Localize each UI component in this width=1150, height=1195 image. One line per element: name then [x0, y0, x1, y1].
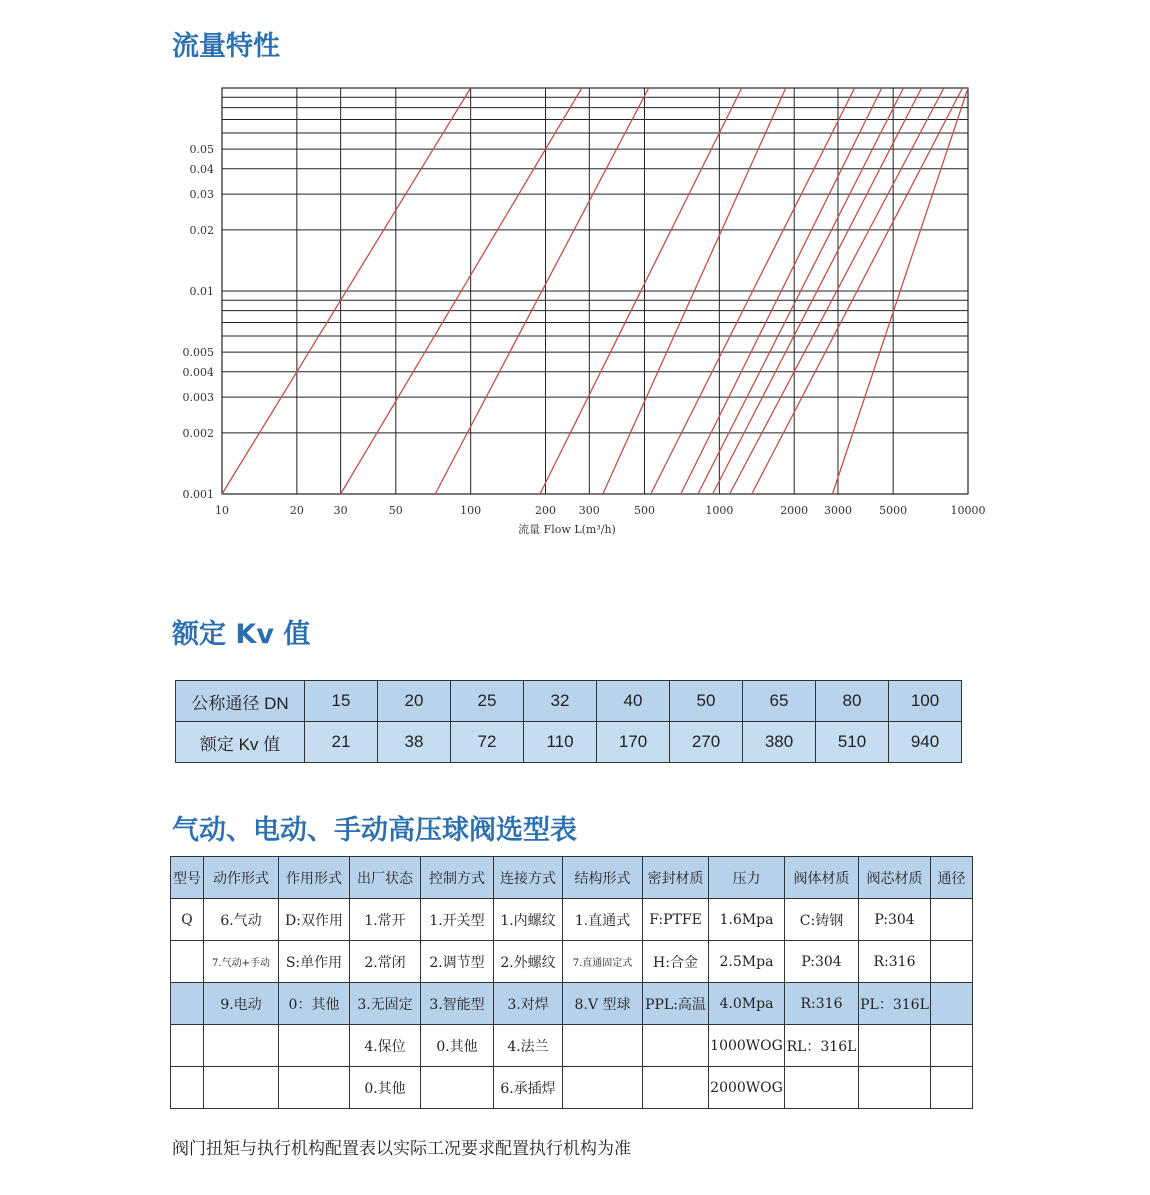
selection-header-row [171, 857, 973, 899]
x-tick-label: 200 [535, 504, 557, 517]
flow-characteristic-chart [0, 0, 1150, 560]
kv-cell: 510 [816, 722, 889, 763]
x-tick-label: 30 [333, 504, 348, 517]
footnote: 阀门扭矩与执行机构配置表以实际工况要求配置执行机构为准 [172, 1139, 631, 1159]
selection-cell: 4.法兰 [494, 1025, 563, 1067]
selection-cell [931, 941, 973, 983]
selection-cell [204, 1025, 279, 1067]
kv-cell: 20 [378, 681, 451, 722]
kv-section-title: 额定 Kv 值 [172, 619, 311, 650]
selection-cell: 1.内螺纹 [494, 899, 563, 941]
y-tick-label: 0.02 [189, 223, 214, 237]
selection-cell [785, 1067, 859, 1109]
chart-tick-labels [183, 143, 986, 517]
y-tick-label: 0.003 [182, 391, 214, 405]
selection-header-cell: 密封材质 [643, 857, 709, 899]
selection-row [171, 1025, 973, 1067]
selection-cell: PL：316L [859, 983, 931, 1025]
selection-cell: RL：316L [785, 1025, 859, 1067]
selection-cell: 4.保位 [350, 1025, 421, 1067]
y-tick-label: 0.005 [182, 346, 214, 360]
selection-cell [931, 1067, 973, 1109]
selection-header-cell: 出厂状态 [350, 857, 421, 899]
selection-cell: 3.无固定 [350, 983, 421, 1025]
selection-cell [563, 1067, 643, 1109]
selection-cell: 1.常开 [350, 899, 421, 941]
selection-cell: 6.气动 [204, 899, 279, 941]
kv-cell: 32 [524, 681, 597, 722]
kv-cell: 38 [378, 722, 451, 763]
kv-table-row [176, 722, 962, 763]
selection-cell: 4.0Mpa [709, 983, 785, 1025]
kv-cell: 100 [889, 681, 962, 722]
y-tick-label: 0.004 [182, 365, 214, 379]
x-tick-label: 10 [215, 504, 229, 517]
selection-header-cell: 动作形式 [204, 857, 279, 899]
x-tick-label: 3000 [823, 504, 852, 517]
selection-cell: 1.6Mpa [709, 899, 785, 941]
kv-cell: 40 [597, 681, 670, 722]
selection-cell: 2.常闭 [350, 941, 421, 983]
kv-row-header: 公称通径 DN [176, 681, 305, 722]
x-tick-label: 100 [460, 504, 482, 517]
x-tick-label: 20 [289, 504, 304, 517]
selection-cell: 0：其他 [279, 983, 350, 1025]
selection-header-cell: 型号 [171, 857, 204, 899]
selection-cell: 1000WOG [709, 1025, 785, 1067]
kv-cell: 65 [743, 681, 816, 722]
selection-cell [204, 1067, 279, 1109]
selection-cell: 7.气动+手动 [204, 941, 279, 983]
x-tick-label: 1000 [705, 504, 734, 517]
selection-cell: 2.调节型 [421, 941, 494, 983]
selection-cell: 6.承插焊 [494, 1067, 563, 1109]
selection-section-title: 气动、电动、手动高压球阀选型表 [172, 815, 577, 846]
x-tick-label: 2000 [780, 504, 809, 517]
kv-table-row [176, 681, 962, 722]
selection-table [170, 856, 973, 1109]
kv-cell: 110 [524, 722, 597, 763]
flow-characteristic-title: 流量特性 [172, 31, 280, 62]
selection-cell [563, 1025, 643, 1067]
y-tick-label: 0.03 [189, 188, 214, 202]
selection-cell: 1.直通式 [563, 899, 643, 941]
selection-header-cell: 阀体材质 [785, 857, 859, 899]
selection-cell: F:PTFE [643, 899, 709, 941]
selection-cell: S:单作用 [279, 941, 350, 983]
selection-row [171, 941, 973, 983]
y-tick-label: 0.01 [189, 285, 214, 298]
selection-cell [171, 1025, 204, 1067]
x-tick-label: 50 [388, 504, 403, 517]
selection-cell: 1.开关型 [421, 899, 494, 941]
x-tick-label: 5000 [879, 504, 908, 517]
selection-cell: PPL:高温 [643, 983, 709, 1025]
x-axis-label: 流量 Flow L(m³/h) [518, 523, 616, 536]
selection-cell: R:316 [859, 941, 931, 983]
selection-row [171, 1067, 973, 1109]
x-tick-label: 10000 [950, 504, 986, 517]
selection-cell: 3.智能型 [421, 983, 494, 1025]
kv-cell: 15 [305, 681, 378, 722]
selection-header-cell: 连接方式 [494, 857, 563, 899]
selection-cell [931, 983, 973, 1025]
selection-header-cell: 压力 [709, 857, 785, 899]
kv-cell: 170 [597, 722, 670, 763]
selection-row [171, 899, 973, 941]
kv-cell: 940 [889, 722, 962, 763]
kv-cell: 50 [670, 681, 743, 722]
selection-cell [643, 1067, 709, 1109]
selection-cell [171, 941, 204, 983]
kv-table [175, 680, 962, 763]
selection-cell: 0.其他 [421, 1025, 494, 1067]
selection-cell: P:304 [785, 941, 859, 983]
selection-cell: 9.电动 [204, 983, 279, 1025]
x-tick-label: 300 [578, 504, 600, 517]
y-tick-label: 0.05 [189, 143, 214, 157]
selection-cell: 2.外螺纹 [494, 941, 563, 983]
selection-header-cell: 作用形式 [279, 857, 350, 899]
selection-cell [931, 1025, 973, 1067]
selection-cell: R:316 [785, 983, 859, 1025]
selection-cell: H:合金 [643, 941, 709, 983]
kv-cell: 72 [451, 722, 524, 763]
selection-cell: 8.V 型球 [563, 983, 643, 1025]
y-tick-label: 0.04 [189, 162, 214, 176]
selection-cell [421, 1067, 494, 1109]
kv-row-header: 额定 Kv 值 [176, 722, 305, 763]
selection-cell [859, 1025, 931, 1067]
kv-cell: 21 [305, 722, 378, 763]
selection-cell: 7.直通固定式 [563, 941, 643, 983]
kv-cell: 80 [816, 681, 889, 722]
selection-cell: Q [171, 899, 204, 941]
selection-cell: 2.5Mpa [709, 941, 785, 983]
chart-grid [222, 88, 968, 494]
y-tick-label: 0.002 [182, 426, 214, 440]
selection-cell: 2000WOG [709, 1067, 785, 1109]
selection-header-cell: 控制方式 [421, 857, 494, 899]
selection-cell: C:铸钢 [785, 899, 859, 941]
selection-header-cell: 结构形式 [563, 857, 643, 899]
kv-cell: 380 [743, 722, 816, 763]
selection-cell [279, 1067, 350, 1109]
x-tick-label: 500 [633, 504, 655, 517]
selection-row [171, 983, 973, 1025]
selection-cell [643, 1025, 709, 1067]
selection-header-cell: 通径 [931, 857, 973, 899]
selection-cell [279, 1025, 350, 1067]
selection-cell: P:304 [859, 899, 931, 941]
selection-cell: D:双作用 [279, 899, 350, 941]
kv-cell: 270 [670, 722, 743, 763]
selection-cell: 3.对焊 [494, 983, 563, 1025]
y-tick-label: 0.001 [182, 488, 214, 501]
selection-cell [171, 1067, 204, 1109]
selection-cell [859, 1067, 931, 1109]
kv-cell: 25 [451, 681, 524, 722]
selection-header-cell: 阀芯材质 [859, 857, 931, 899]
selection-cell [931, 899, 973, 941]
selection-cell [171, 983, 204, 1025]
selection-cell: 0.其他 [350, 1067, 421, 1109]
